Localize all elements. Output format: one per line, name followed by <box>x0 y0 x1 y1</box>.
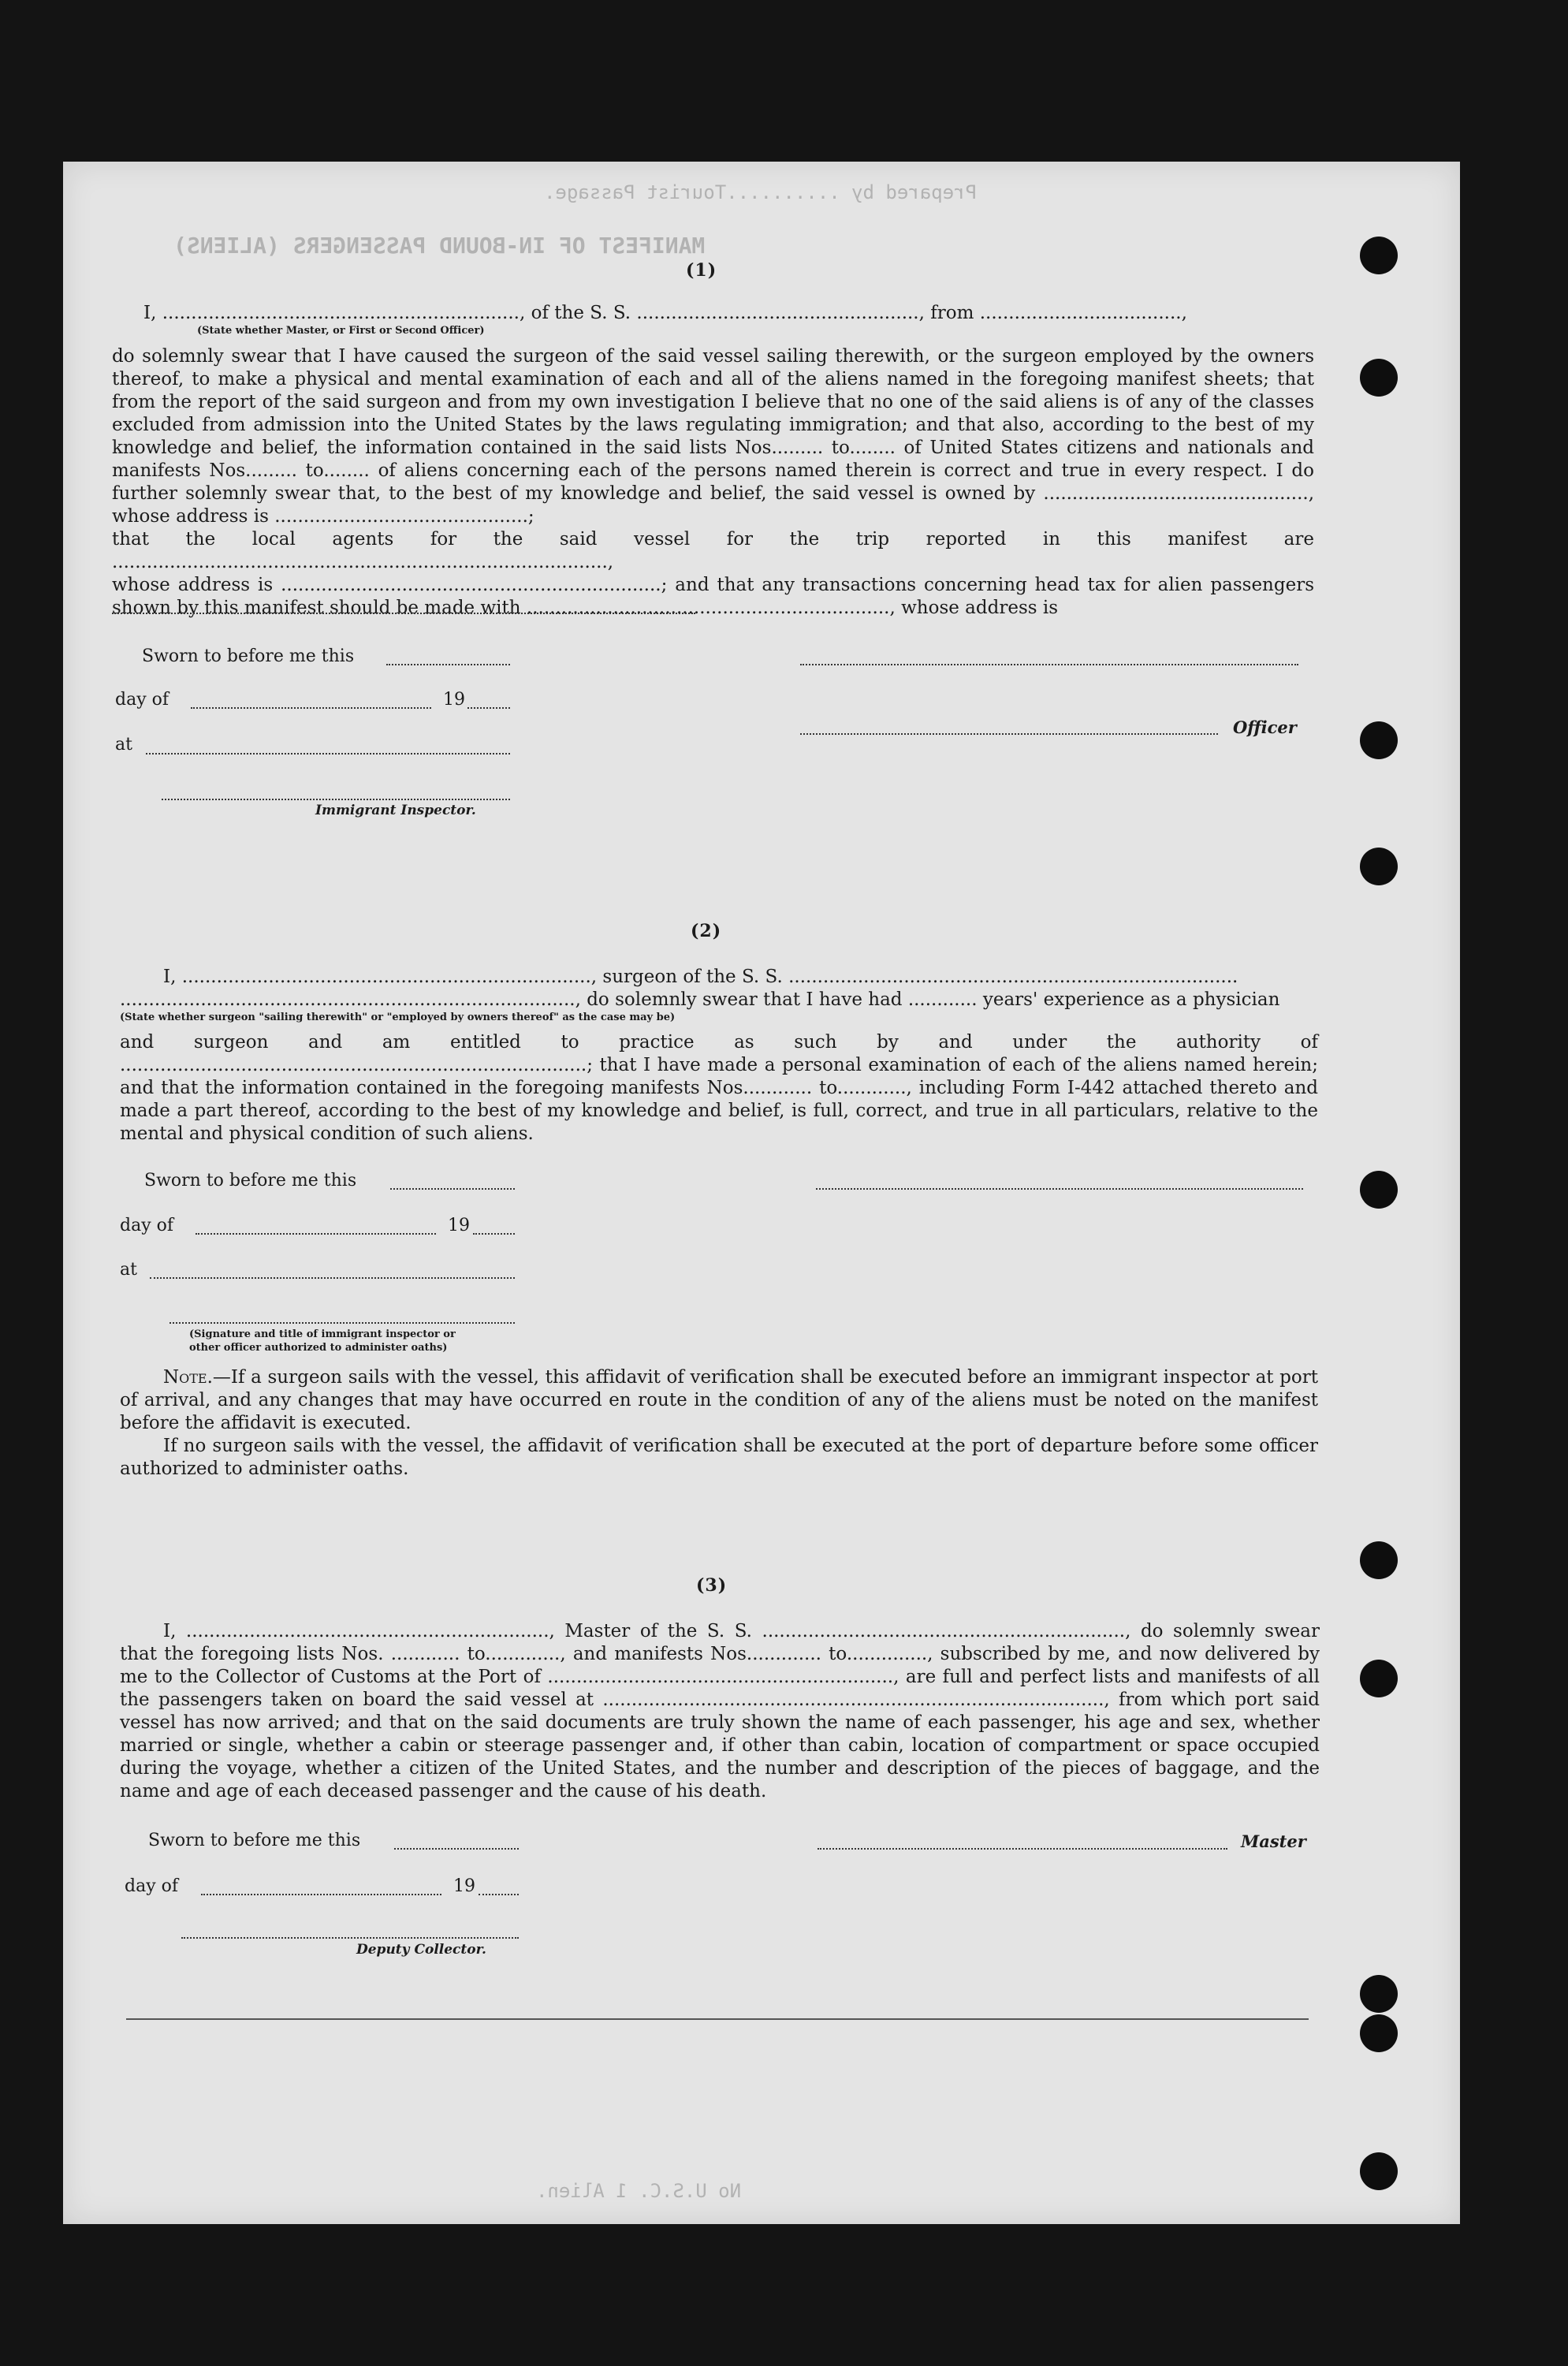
note-text-1: —If a surgeon sails with the vessel, this affidavit of verification shall be executed before an immigrant inspector at port of arrival, and any changes that may have occurred en route in the condition of any of the aliens must be noted on the manifest before the affidavit is executed. <box>120 1367 1318 1433</box>
note-label: Note. <box>163 1367 213 1388</box>
punch-hole <box>1360 359 1398 397</box>
bleed-through-top: Prepared by ..........Tourist Passage. <box>544 181 978 203</box>
section-1-body <box>112 302 1314 325</box>
address-line <box>112 613 695 614</box>
day-of-label-2: day of <box>120 1216 174 1235</box>
punch-hole <box>1360 237 1398 274</box>
document-page <box>63 162 1460 2224</box>
section-1-line-2: do solemnly swear that I have caused the surgeon of the said vessel sailing therewith, or the surgeon employed by the owners thereof, to make a physical and mental examination of each and all of the aliens named in the foregoing manifest sheets; that from the report of the said surgeon and from my own investigation I believe that no one of the said aliens is of any of the classes excluded from admission into the United States by the laws regulating immigration; and that also, according to the best of my knowledge and belief, the information contained in the said lists Nos......... to........ of United States citizens and nationals and manifests Nos......... to........ of aliens concerning each of the persons named therein is correct and true in every respect. I do further solemnly swear that, to the best of my knowledge and belief, the said vessel is owned by .............................................., whose address is ............................................; <box>112 346 1314 527</box>
master-label: Master <box>1241 1831 1306 1851</box>
year-line-3 <box>479 1894 519 1895</box>
day-of-label-1: day of <box>115 690 169 710</box>
sworn-label-2: Sworn to before me this <box>144 1171 357 1190</box>
section-2-body: and surgeon and am entitled to practice as such by and under the authority of .................................................................................; that I have made a personal examination of each of the aliens named herein; and that the information contained in the foregoing manifests Nos............ to............, including Form I-442 attached thereto and made a part thereof, according to the best of my knowledge and belief, is full, correct, and true in all particulars, relative to the mental and physical condition of such aliens. <box>120 1032 1318 1144</box>
section-2-header <box>120 966 1318 1012</box>
sig-caption-1: (Signature and title of immigrant inspector or <box>189 1328 456 1340</box>
punch-hole <box>1360 1541 1398 1579</box>
punch-hole <box>1360 1660 1398 1697</box>
note-paragraph-1 <box>120 1366 1318 1435</box>
section-1-caption: (State whether Master, or First or Second Officer) <box>197 325 485 337</box>
section-1-line-1: I, .............................................................., of the S. S. ................................................., from ..................................., <box>143 303 1187 323</box>
punch-hole <box>1360 1171 1398 1209</box>
section-2-line-2: ..............................................................................., do solemnly swear that I have had ............ years' experience as a physician <box>120 989 1280 1010</box>
signature-line-1 <box>800 664 1298 665</box>
section-2-number: (2) <box>691 921 722 941</box>
section-1-number: (1) <box>686 260 717 281</box>
at-label-1: at <box>115 735 132 755</box>
sworn-date-line-3 <box>394 1848 519 1850</box>
punch-hole <box>1360 2152 1398 2190</box>
administer-line <box>169 1322 515 1324</box>
sworn-date-line-1 <box>386 664 510 665</box>
year-line-2 <box>473 1233 515 1235</box>
day-of-line-1 <box>191 707 431 709</box>
at-line-2 <box>150 1277 515 1279</box>
section-1-line-3: that the local agents for the said vessel for the trip reported in this manifest are ......................................................................................, <box>112 529 1314 572</box>
day-of-line-2 <box>196 1233 436 1235</box>
signature-line-2 <box>816 1188 1303 1190</box>
bleed-through-header: MANIFEST OF IN-BOUND PASSENGERS (ALIENS) <box>173 233 706 259</box>
deputy-label: Deputy Collector. <box>356 1942 486 1958</box>
deputy-line <box>181 1937 519 1939</box>
year-label-2: 19 <box>448 1216 470 1235</box>
note-paragraph-2: If no surgeon sails with the vessel, the affidavit of verification shall be executed at the port of departure before some officer authorized to administer oaths. <box>120 1436 1318 1479</box>
officer-line <box>800 733 1218 735</box>
year-label-3: 19 <box>453 1876 475 1896</box>
section-1-oath <box>112 345 1314 620</box>
day-of-label-3: day of <box>125 1876 179 1896</box>
year-label-1: 19 <box>443 690 465 710</box>
bleed-through-bottom: No U.S.C. 1 Alien. <box>536 2180 742 2202</box>
punch-hole <box>1360 2014 1398 2052</box>
sworn-label-3: Sworn to before me this <box>148 1831 361 1850</box>
punch-hole <box>1360 1975 1398 2013</box>
officer-label: Officer <box>1233 717 1297 737</box>
master-signature-line <box>818 1848 1227 1850</box>
section-1-line-4: whose address is ..................................................................; and that any transactions concerning head tax for alien passengers shown by this manifest should be made with ..............................................................., whose address is <box>112 575 1314 618</box>
at-label-2: at <box>120 1260 137 1280</box>
at-line-1 <box>146 753 510 755</box>
note-block <box>120 1366 1318 1481</box>
section-2-caption: (State whether surgeon "sailing therewith" or "employed by owners thereof" as the case may be) <box>120 1012 676 1023</box>
section-3-number: (3) <box>696 1575 728 1596</box>
inspector-label: Immigrant Inspector. <box>315 803 476 818</box>
inspector-line <box>162 799 510 800</box>
punch-hole <box>1360 848 1398 885</box>
day-of-line-3 <box>201 1894 441 1895</box>
section-3-body: I, ..............................................................., Master of the S. S. ..............................................................., do solemnly swear that the foregoing lists Nos. ............ to............., and manifests Nos............. to.............., subscribed by me, and now delivered by me to the Collector of Customs at the Port of ............................................................, are full and perfect lists and manifests of all the passengers taken on board the said vessel at ......................................................................................., from which port said vessel has now arrived; and that on the said documents are truly shown the name of each passenger, his age and sex, whether married or single, whether a cabin or steerage passenger and, if other than cabin, location of compartment or space occupied during the voyage, whether a citizen of the United States, and the number and description of the pieces of baggage, and the name and age of each deceased passenger and the cause of his death. <box>120 1621 1320 1802</box>
punch-hole <box>1360 721 1398 759</box>
sworn-date-line-2 <box>390 1188 515 1190</box>
section-2-line-1: I, ......................................................................., surgeon of the S. S. .............................................................................. <box>163 967 1238 987</box>
year-line-1 <box>467 707 510 709</box>
sig-caption-2: other officer authorized to administer oaths) <box>189 1342 448 1354</box>
sworn-label-1: Sworn to before me this <box>142 646 355 666</box>
bottom-rule <box>126 2018 1309 2020</box>
